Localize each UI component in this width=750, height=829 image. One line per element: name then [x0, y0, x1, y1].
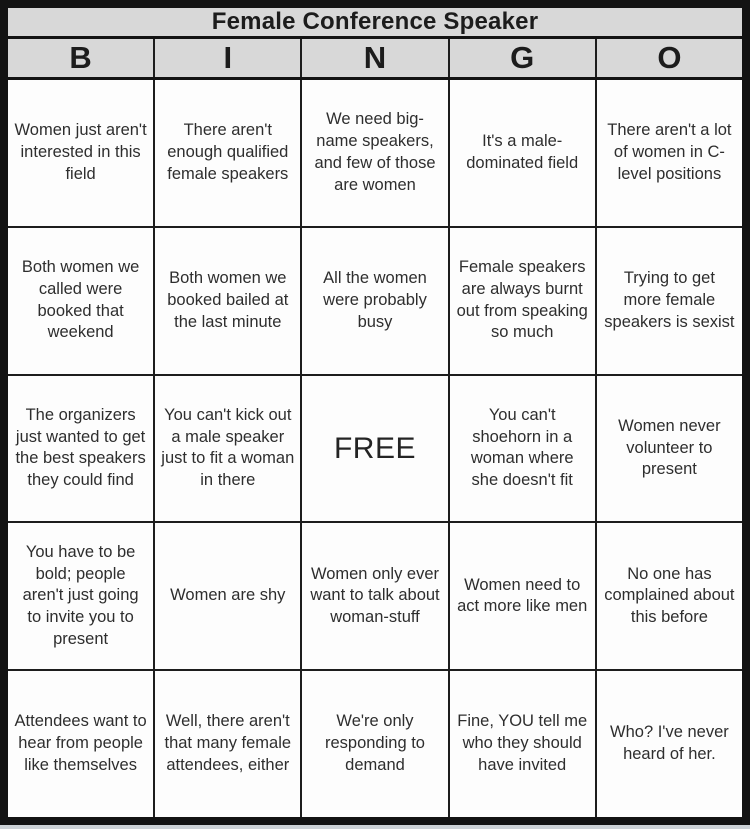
column-header-o: O — [597, 39, 742, 77]
bingo-grid — [8, 80, 742, 817]
card-title: Female Conference Speaker — [211, 8, 539, 35]
bingo-cell-r4c5: No one has complained about this before — [597, 523, 742, 669]
bingo-cell-r1c4: It's a male-dominated field — [450, 80, 595, 226]
bingo-cell-r5c4: Fine, YOU tell me who they should have invited — [450, 671, 595, 817]
bingo-cell-r2c2: Both women we booked bailed at the last minute — [155, 228, 300, 374]
bingo-cell-free: FREE — [302, 376, 447, 522]
bingo-cell-r3c4: You can't shoehorn in a woman where she doesn't fit — [450, 376, 595, 522]
bingo-cell-r4c4: Women need to act more like men — [450, 523, 595, 669]
bingo-header-row — [8, 39, 742, 77]
bingo-cell-r1c2: There aren't enough qualified female speakers — [155, 80, 300, 226]
bottom-edge-strip — [0, 825, 750, 829]
bingo-cell-r1c5: There aren't a lot of women in C-level positions — [597, 80, 742, 226]
bingo-cell-r3c1: The organizers just wanted to get the best speakers they could find — [8, 376, 153, 522]
bingo-cell-r5c1: Attendees want to hear from people like themselves — [8, 671, 153, 817]
bingo-cell-r2c1: Both women we called were booked that weekend — [8, 228, 153, 374]
bingo-cell-r5c3: We're only responding to demand — [302, 671, 447, 817]
bingo-cell-r3c2: You can't kick out a male speaker just to fit a woman in there — [155, 376, 300, 522]
bingo-cell-r3c5: Women never volunteer to present — [597, 376, 742, 522]
bingo-cell-r1c3: We need big-name speakers, and few of those are women — [302, 80, 447, 226]
bingo-cell-r5c2: Well, there aren't that many female attendees, either — [155, 671, 300, 817]
column-header-b: B — [8, 39, 153, 77]
column-header-i: I — [155, 39, 300, 77]
bingo-cell-r4c1: You have to be bold; people aren't just going to invite you to present — [8, 523, 153, 669]
bingo-cell-r2c5: Trying to get more female speakers is sexist — [597, 228, 742, 374]
column-header-g: G — [450, 39, 595, 77]
bingo-cell-r2c3: All the women were probably busy — [302, 228, 447, 374]
bingo-cell-r2c4: Female speakers are always burnt out from speaking so much — [450, 228, 595, 374]
title-bar — [8, 8, 742, 36]
bingo-cell-r4c3: Women only ever want to talk about woman-stuff — [302, 523, 447, 669]
bingo-cell-r1c1: Women just aren't interested in this field — [8, 80, 153, 226]
bingo-cell-r4c2: Women are shy — [155, 523, 300, 669]
column-header-n: N — [302, 39, 447, 77]
bingo-cell-r5c5: Who? I've never heard of her. — [597, 671, 742, 817]
